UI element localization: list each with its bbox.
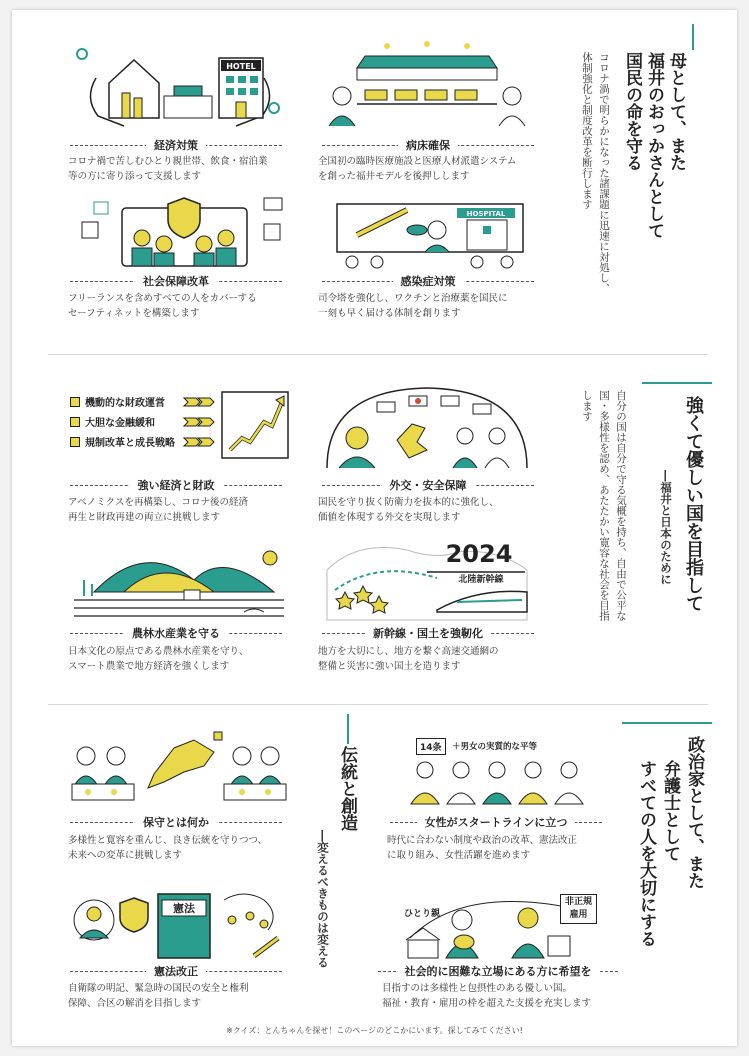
constitution-label: 憲法改正 [146, 963, 206, 979]
support-hope-desc [382, 982, 637, 1011]
section-divider [48, 704, 708, 705]
economy-finance-desc [68, 496, 308, 525]
section-divider [48, 354, 708, 355]
bed-capacity-label: 病床確保 [398, 137, 458, 153]
section-protect-lives [12, 10, 737, 355]
quiz-footer: ※クイズ：とんちゃんを探せ！このページのどこかにいます。探してみてください! [226, 1026, 523, 1035]
economic-measures-illustration [64, 38, 294, 130]
infection-control-illustration [317, 190, 537, 272]
section2-subtext-col2: 国・多様性を認め、あたたかい寛容な社会を目指 [598, 390, 610, 621]
desc-line: 司令塔を強化し、ワクチンと治療薬を国民に [318, 293, 508, 304]
desc-line: 等の方に寄り添って支援します [68, 170, 202, 182]
women-startline-illustration [407, 756, 587, 808]
women-startline-label: 女性がスタートラインに立つ [417, 814, 576, 830]
check-item [70, 394, 165, 409]
growth-arrow-illustration [182, 390, 292, 462]
economy-finance-title [70, 477, 282, 493]
infection-control-title [322, 273, 534, 289]
desc-line: 一刻も早く届ける体制を創ります [318, 307, 461, 319]
desc-line: 全国初の臨時医療施設と医療人材派遣システム [318, 156, 517, 167]
desc-line: に取り組み、女性活躍を進めます [387, 849, 531, 861]
desc-line: 未来への変革に挑戦します [68, 849, 183, 861]
economic-measures-desc [68, 155, 308, 184]
shinkansen-desc [318, 645, 558, 674]
desc-line: 日本文化の原点である農林水産業を守り、 [68, 646, 249, 657]
conservatism-desc [68, 834, 308, 863]
social-security-title [70, 273, 282, 289]
section-value-everyone [12, 710, 737, 1020]
hospital-sign-text: HOSPITAL [466, 210, 506, 218]
check-label: 規制改革と成長戦略 [85, 438, 175, 449]
section1-heading-col1: 母として、また [666, 52, 686, 171]
constitution-book-text: 憲法 [173, 902, 195, 915]
agriculture-title [70, 625, 282, 641]
desc-line: アベノミクスを再構築し、コロナ後の経済 [68, 497, 249, 508]
section3-heading-col2: 弁護士として [660, 760, 680, 862]
non-regular-tag [560, 894, 597, 924]
section1-subtext-col2: 体制強化と制度改革を断行します [581, 52, 593, 210]
desc-line: 自衛隊の明記、緊急時の国民の安全と権利 [68, 983, 249, 994]
desc-line: 価値を体現する外交を実現します [318, 511, 461, 523]
conservatism-illustration [64, 728, 294, 806]
constitution-illustration [64, 880, 294, 962]
section1-accent-bar [692, 24, 694, 50]
shinkansen-line-text: 北陸新幹線 [458, 575, 504, 585]
desc-line: 時代に合わない制度や政治の改革、憲法改正 [387, 835, 578, 846]
desc-line: 地方を大切にし、地方を繋ぐ高速交通網の [318, 646, 499, 657]
desc-line: 目指すのは多様性と包摂性のある優しい国。 [382, 983, 573, 994]
economic-measures-label: 経済対策 [146, 137, 206, 153]
bed-capacity-illustration [317, 38, 537, 130]
single-parent-tag: ひとり親 [404, 909, 441, 919]
support-hope-label: 社会的に困難な立場にある方に希望を [397, 963, 600, 979]
diplomacy-security-desc [318, 496, 558, 525]
desc-line: スマート農業で地方経済を強くします [68, 660, 230, 672]
desc-line: フリーランスを含めすべての人をカバーする [68, 293, 257, 304]
tradition-heading: 伝統と創造 [337, 746, 357, 831]
economic-measures-title [70, 137, 282, 153]
section2-subtext-col1: 自分の国は自分で守る気概を持ち、自由で公平な [615, 390, 627, 621]
support-hope-title [378, 963, 618, 979]
check-label: 大胆な金融緩和 [85, 418, 155, 429]
check-item [70, 434, 175, 449]
desc-line: セーフティネットを構築します [68, 307, 200, 319]
bed-capacity-desc [318, 155, 558, 184]
desc-line: 国民を守り抜く防衛力を抜本的に強化し、 [318, 497, 499, 508]
agriculture-label: 農林水産業を守る [124, 625, 228, 641]
diplomacy-security-illustration [317, 380, 537, 472]
gender-equality-text: ＋男女の実質的な平等 [452, 742, 538, 752]
women-startline-title [390, 814, 602, 830]
diplomacy-security-label: 外交・安全保障 [382, 477, 475, 493]
section2-subtext-col3: します [581, 390, 593, 422]
desc-line: コロナ禍で苦しむひとり親世帯、飲食・宿泊業 [68, 156, 268, 167]
women-startline-desc [387, 834, 637, 863]
desc-line: 保障、合区の解消を目指します [68, 997, 202, 1009]
hotel-sign-text: HOTEL [226, 62, 256, 71]
agriculture-illustration [64, 540, 294, 622]
section1-heading-col3: 国民の命を守る [622, 52, 642, 171]
section2-heading-col1: 強くて優しい国を目指して [683, 396, 704, 612]
desc-line: 福祉・教育・雇用の枠を超えた支援を充実します [382, 997, 592, 1009]
conservatism-label: 保守とは何か [135, 814, 217, 830]
section3-heading-col3: すべての人を大切にする [636, 760, 656, 947]
checkbox-icon [70, 397, 80, 407]
target-year-text: 2024 [445, 540, 513, 568]
section2-accent-bar [642, 382, 712, 384]
checkbox-icon [70, 417, 80, 427]
diplomacy-security-title [322, 477, 534, 493]
section3-heading-col1: 政治家として、また [684, 736, 704, 889]
social-security-desc [68, 292, 308, 321]
infection-control-desc [318, 292, 558, 321]
tradition-accent-bar [347, 714, 349, 744]
section3-accent-bar [622, 722, 712, 724]
social-security-label: 社会保障改革 [135, 273, 217, 289]
shinkansen-illustration [317, 530, 537, 622]
check-label: 機動的な財政運営 [85, 398, 165, 409]
section1-heading-col2: 福井のおっかさんとして [644, 52, 664, 239]
non-regular-tag-line1: 非正規 [565, 897, 593, 907]
desc-line: 多様性と寛容を重んじ、良き伝統を守りつつ、 [68, 835, 268, 846]
section2-heading-col2: ―福井と日本のために [659, 470, 673, 585]
section1-subtext-col1: コロナ渦で明らかになった諸課題に迅速に対処し、 [598, 52, 610, 294]
desc-line: 再生と財政再建の両立に挑戦します [68, 511, 221, 523]
shinkansen-title [322, 625, 534, 641]
infection-control-label: 感染症対策 [393, 273, 464, 289]
conservatism-title [70, 814, 282, 830]
bed-capacity-title [322, 137, 534, 153]
policy-leaflet-page [12, 10, 737, 1046]
economy-finance-label: 強い経済と財政 [130, 477, 223, 493]
desc-line: 整備と災害に強い国土を造ります [318, 660, 461, 672]
non-regular-tag-line2: 雇用 [569, 910, 588, 920]
shinkansen-label: 新幹線・国土を強靭化 [365, 625, 491, 641]
checkbox-icon [70, 437, 80, 447]
tradition-subheading: ―変えるべきものは変える [316, 830, 330, 968]
article14-badge: 14条 [416, 738, 446, 755]
constitution-desc [68, 982, 308, 1011]
section-strong-nation [12, 360, 737, 700]
social-security-illustration [64, 190, 294, 272]
agriculture-desc [68, 645, 308, 674]
check-item [70, 414, 155, 429]
desc-line: を創った福井モデルを後押しします [318, 170, 470, 182]
constitution-title [70, 963, 282, 979]
